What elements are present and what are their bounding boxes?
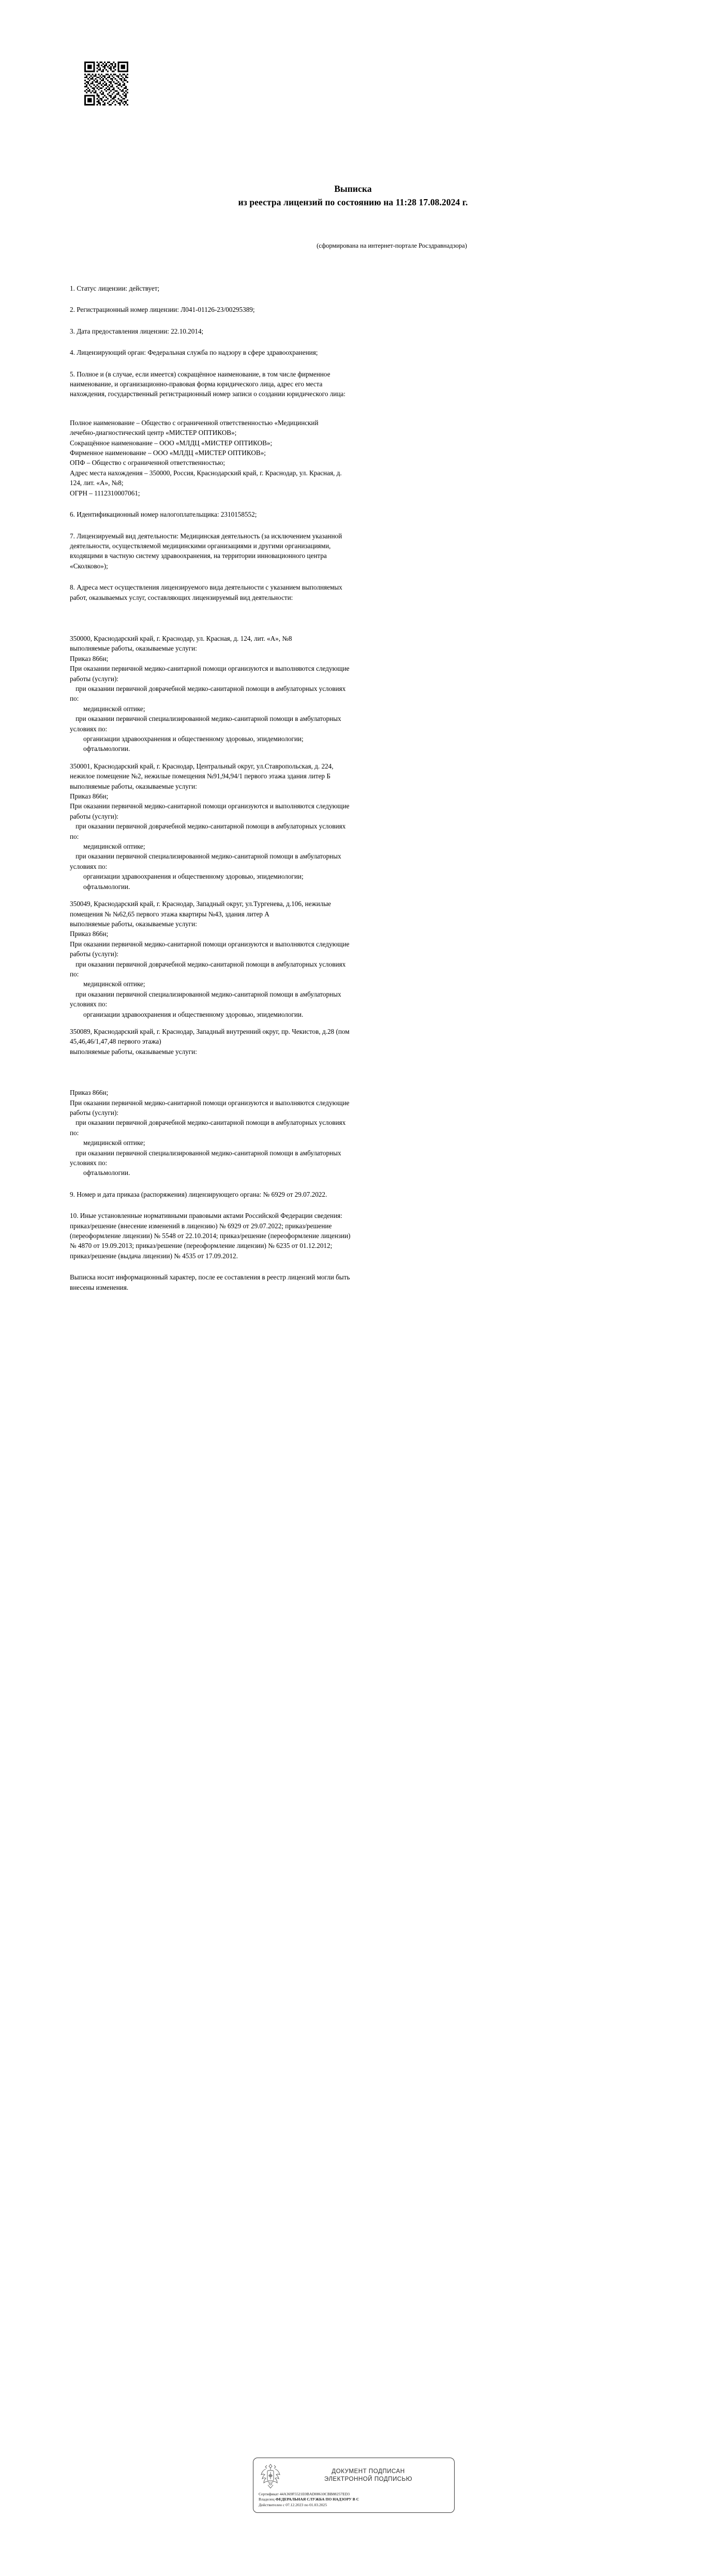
- stamp-heading: [288, 2468, 449, 2483]
- works-header: выполняемые работы, оказываемые услуги:: [70, 1047, 197, 1056]
- address-line: помещения № №62,65 первого этажа квартиры №43, здания литер А: [70, 910, 269, 918]
- service-item: офтальмологии.: [83, 1169, 130, 1177]
- service-item: медицинской оптике;: [83, 980, 145, 988]
- owner-label: Владелец: [259, 2497, 275, 2502]
- services-intro-line-2: работы (услуги):: [70, 812, 119, 820]
- item-5-line-1: 5. Полное и (в случае, если имеется) сокращённое наименование, в том числе фирменное: [70, 370, 331, 378]
- entity-ogrn: ОГРН – 1112310007061;: [70, 489, 140, 497]
- service-item: организации здравоохранения и общественному здоровью, эпидемиологии;: [83, 872, 304, 881]
- stamp-heading-line-2: ЭЛЕКТРОННОЙ ПОДПИСЬЮ: [324, 2476, 413, 2482]
- service-group-lead-2: условиях по:: [70, 862, 108, 870]
- item-1-status: 1. Статус лицензии: действует;: [70, 284, 160, 292]
- footer-note-line-2: внесены изменения.: [70, 1283, 129, 1291]
- owner-value: ФЕДЕРАЛЬНАЯ СЛУЖБА ПО НАДЗОРУ В С: [275, 2497, 359, 2502]
- address-line: нежилое помещение №2, нежилые помещения №91,94,94/1 первого этажа здания литер Б: [70, 772, 331, 780]
- service-group-lead-1: при оказании первичной доврачебной медико-санитарной помощи в амбулаторных условиях: [76, 684, 346, 692]
- electronic-signature-stamp: [253, 2458, 455, 2513]
- certificate-label: Сертификат: [259, 2492, 279, 2496]
- document-body: [70, 283, 605, 1292]
- item-7-line-3: входящими в частную систему здравоохранения, на территории инновационного центра: [70, 552, 327, 560]
- service-group-lead-1: при оказании первичной доврачебной медико-санитарной помощи в амбулаторных условиях: [76, 822, 346, 831]
- address-line: 350089, Краснодарский край, г. Краснодар, Западный внутренний округ, пр. Чекистов, д.28 (пом: [70, 1027, 350, 1035]
- address-block: [70, 634, 605, 754]
- service-group-lead-1: при оказании первичной доврачебной медико-санитарной помощи в амбулаторных условиях: [76, 960, 346, 968]
- entity-address-line-2: 124, лит. «А», №8;: [70, 479, 124, 487]
- item-10-line-3: (переоформление лицензии) № 5548 от 22.10.2014; приказ/решение (переоформление лицензии): [70, 1232, 351, 1240]
- entity-legal-form: ОПФ – Общество с ограниченной ответственностью;: [70, 459, 226, 467]
- service-item: организации здравоохранения и общественному здоровью, эпидемиологии;: [83, 735, 304, 743]
- item-4-licensing-authority: 4. Лицензирующий орган: Федеральная служба по надзору в сфере здравоохранения;: [70, 349, 318, 357]
- item-9-order-number-date: 9. Номер и дата приказа (распоряжения) лицензирующего органа: № 6929 от 29.07.2022.: [70, 1190, 327, 1198]
- entity-full-name-line-1: Полное наименование – Общество с ограниченной ответственностью «Медицинский: [70, 418, 319, 427]
- stamp-heading-line-1: ДОКУМЕНТ ПОДПИСАН: [332, 2468, 405, 2475]
- item-10-line-5: приказ/решение (выдача лицензии) № 4535 от 17.09.2012.: [70, 1252, 238, 1260]
- works-header: выполняемые работы, оказываемые услуги:: [70, 644, 197, 653]
- document-subtitle: [0, 241, 706, 250]
- item-2-registration-number: 2. Регистрационный номер лицензии: Л041-01126-23/00295389;: [70, 306, 255, 314]
- entity-address-line-1: Адрес места нахождения – 350000, Россия, Краснодарский край, г. Краснодар, ул. Красная, д.: [70, 469, 342, 477]
- item-3-issue-date: 3. Дата предоставления лицензии: 22.10.2014;: [70, 327, 204, 335]
- item-8-line-2: работ, оказываемых услуг, составляющих лицензируемый вид деятельности:: [70, 593, 293, 601]
- services-intro-line-1: При оказании первичной медико-санитарной помощи организуются и выполняются следующие: [70, 1098, 350, 1107]
- service-group-lead-2: по:: [70, 1128, 79, 1137]
- service-group-lead-2: условиях по:: [70, 1000, 108, 1008]
- document-subtitle-text: (сформирована на интернет-портале Росздравнадзора): [317, 242, 467, 249]
- certificate-value: 44A369F5521E0BAD08610CBB88257ED3: [279, 2492, 350, 2496]
- works-header: выполняемые работы, оказываемые услуги:: [70, 782, 197, 790]
- services-intro-line-1: При оказании первичной медико-санитарной помощи организуются и выполняются следующие: [70, 665, 350, 673]
- service-group-lead-1: при оказании первичной специализированной медико-санитарной помощи в амбулаторных: [76, 852, 341, 861]
- service-group-lead-2: по:: [70, 832, 79, 840]
- address-line: 45,46,46/1,47,48 первого этажа): [70, 1037, 161, 1046]
- service-group-lead-2: условиях по:: [70, 1159, 108, 1167]
- order-reference: Приказ 866н;: [70, 1089, 109, 1097]
- service-group-lead-1: при оказании первичной специализированной медико-санитарной помощи в амбулаторных: [76, 715, 341, 723]
- page-title: [0, 182, 706, 209]
- item-5-line-3: нахождения, государственный регистрационный номер записи о создании юридического лица:: [70, 390, 346, 398]
- certificate-line: [259, 2492, 449, 2497]
- title-line-2: из реестра лицензий по состоянию на 11:28 17.08.2024 г.: [238, 197, 468, 207]
- item-10-line-1: 10. Иные установленные нормативными правовыми актами Российской Федерации сведения:: [70, 1212, 342, 1220]
- item-6-inn: 6. Идентификационный номер налогоплательщика: 2310158552;: [70, 510, 257, 519]
- stamp-header-row: [259, 2462, 449, 2489]
- item-5-line-2: наименование, и организационно-правовая форма юридического лица, адрес его места: [70, 380, 323, 388]
- item-8-line-1: 8. Адреса мест осуществления лицензируемого вида деятельности с указанием выполняемых: [70, 583, 342, 592]
- service-item: офтальмологии.: [83, 882, 130, 891]
- service-item: медицинской оптике;: [83, 842, 145, 851]
- services-intro-line-2: работы (услуги):: [70, 674, 119, 683]
- services-intro-line-2: работы (услуги):: [70, 1109, 119, 1117]
- service-group-lead-2: по:: [70, 695, 79, 703]
- service-item: офтальмологии.: [83, 745, 130, 753]
- address-block: [70, 761, 605, 892]
- address-line: 350001, Краснодарский край, г. Краснодар, Центральный округ, ул.Ставропольская, д. 224,: [70, 762, 334, 770]
- service-group-lead-1: при оказании первичной доврачебной медико-санитарной помощи в амбулаторных условиях: [76, 1119, 346, 1127]
- entity-firm-name: Фирменное наименование – ООО «МЛДЦ «МИСТЕР ОПТИКОВ»;: [70, 449, 266, 457]
- address-line: 350000, Краснодарский край, г. Краснодар, ул. Красная, д. 124, лит. «А», №8: [70, 634, 292, 642]
- address-block: [70, 1027, 605, 1178]
- qr-code-icon: [84, 62, 128, 106]
- item-7-line-4: «Сколково»);: [70, 562, 108, 570]
- services-intro-line-2: работы (услуги):: [70, 950, 119, 958]
- validity-line: Действителен с 07.12.2023 по 01.03.2025: [259, 2502, 327, 2507]
- item-10-line-2: приказ/решение (внесение изменений в лицензию) № 6929 от 29.07.2022; приказ/решение: [70, 1222, 332, 1230]
- entity-full-name-line-2: лечебно-диагностический центр «МИСТЕР ОПТИКОВ»;: [70, 429, 237, 437]
- order-reference: Приказ 866н;: [70, 654, 109, 662]
- entity-short-name: Сокращённое наименование – ООО «МЛДЦ «МИСТЕР ОПТИКОВ»;: [70, 439, 273, 447]
- address-block: [70, 899, 605, 1019]
- title-line-1: Выписка: [334, 184, 372, 194]
- item-10-line-4: № 4870 от 19.09.2013; приказ/решение (переоформление лицензии) № 6235 от 01.12.2012;: [70, 1242, 333, 1250]
- services-intro-line-1: При оказании первичной медико-санитарной помощи организуются и выполняются следующие: [70, 940, 350, 948]
- service-group-lead-2: по:: [70, 970, 79, 978]
- item-7-line-1: 7. Лицензируемый вид деятельности: Медицинская деятельность (за исключением указанной: [70, 532, 342, 540]
- footer-note-line-1: Выписка носит информационный характер, после ее составления в реестр лицензий могли быть: [70, 1273, 350, 1282]
- address-line: 350049, Краснодарский край, г. Краснодар, Западный округ, ул.Тургенева, д.106, нежилые: [70, 900, 331, 908]
- services-intro-line-1: При оказании первичной медико-санитарной помощи организуются и выполняются следующие: [70, 802, 350, 810]
- order-reference: Приказ 866н;: [70, 930, 109, 938]
- stamp-details: [259, 2492, 449, 2508]
- service-group-lead-2: условиях по:: [70, 725, 108, 733]
- service-item: организации здравоохранения и общественному здоровью, эпидемиологии.: [83, 1010, 304, 1018]
- owner-line: [259, 2497, 449, 2502]
- works-header: выполняемые работы, оказываемые услуги:: [70, 920, 197, 928]
- service-group-lead-1: при оказании первичной специализированной медико-санитарной помощи в амбулаторных: [76, 990, 341, 998]
- service-item: медицинской оптике;: [83, 1139, 145, 1147]
- order-reference: Приказ 866н;: [70, 792, 109, 801]
- service-group-lead-1: при оказании первичной специализированной медико-санитарной помощи в амбулаторных: [76, 1149, 341, 1157]
- russian-coat-of-arms-icon: [259, 2462, 282, 2489]
- item-7-line-2: деятельности, осуществляемой медицинскими организациями и другими организациями,: [70, 541, 331, 550]
- service-item: медицинской оптике;: [83, 704, 145, 713]
